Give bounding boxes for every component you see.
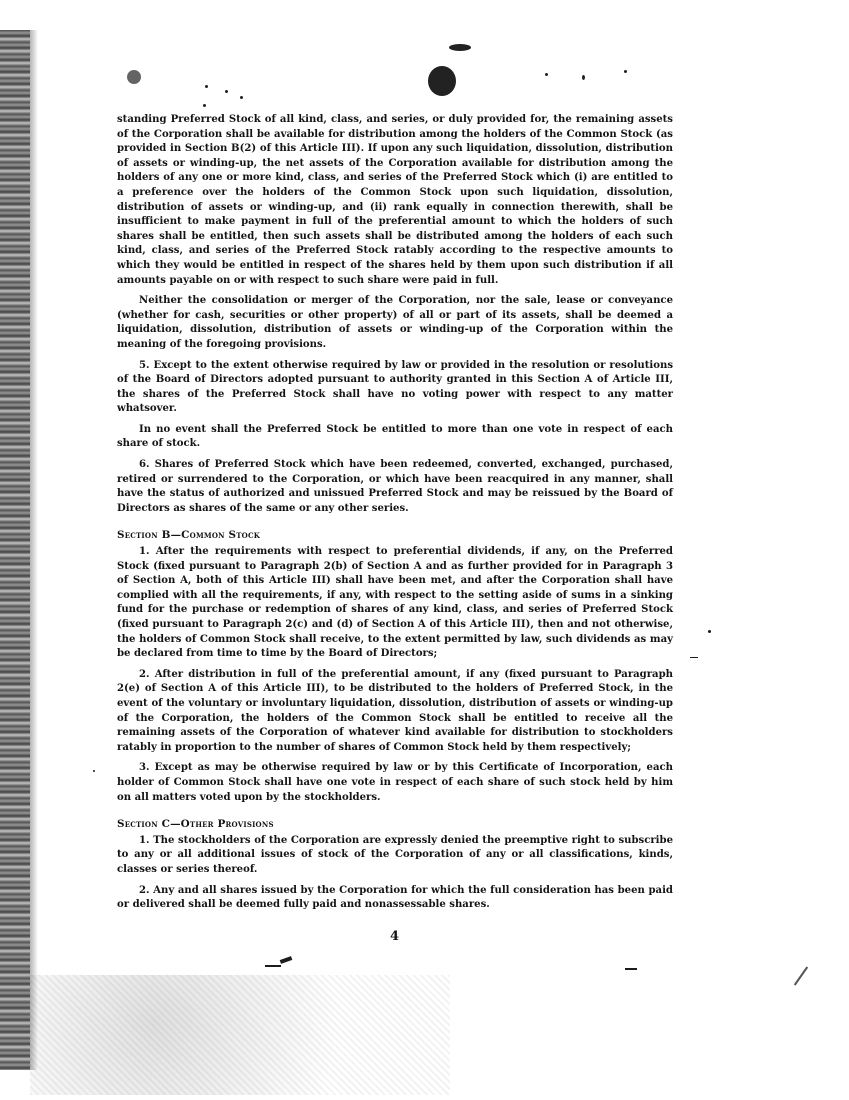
scan-speck xyxy=(624,70,627,73)
margin-mark xyxy=(93,770,95,772)
scan-noise xyxy=(30,975,450,1095)
scan-speck xyxy=(205,85,208,88)
document-body xyxy=(117,113,673,919)
section-b-paragraph-1: 1. After the requirements with respect to preferential dividends, if any, on the Preferred Stock (fixed pursuant to Paragraph 2(b) of Section A and as further provided for in Paragraph 3 of Section A, both of this Article III) shall have been met, and after the Corporation shall have complied with all the requirements, if any, with respect to the setting aside of sums in a sinking fund for the purchase or redemption of shares of any kind, class, and series of Preferred Stock (fixed pursuant to Paragraph 2(c) and (d) of Section A of this Article III), then and not otherwise, the holders of Common Stock shall receive, to the extent permitted by law, such dividends as may be declared from time to time by the Board of Directors; xyxy=(117,546,673,660)
margin-mark xyxy=(690,657,698,658)
paragraph-reacquired-shares: 6. Shares of Preferred Stock which have been redeemed, converted, exchanged, purchased, retired or surrendered to the Corporation, or which have been reacquired in any manner, shall have the status of authorized and unissued Preferred Stock and may be reissued by the Board of Directors as shares of the same or any other series. xyxy=(117,459,673,514)
section-b-paragraph-3: 3. Except as may be otherwise required by law or by this Certificate of Incorporation, each holder of Common Stock shall have one vote in respect of each share of such stock held by him on all matters voted upon by the stockholders. xyxy=(117,762,673,803)
section-c-heading: Section C—Other Provisions xyxy=(117,818,274,831)
paragraph-voting-power: 5. Except to the extent otherwise required by law or provided in the resolution or resolutions of the Board of Directors adopted pursuant to authority granted in this Section A of Article III, the shares of the Preferred Stock shall have no voting power with respect to any matter whatsover. xyxy=(117,359,673,415)
page-curl-mark xyxy=(794,966,808,985)
scan-speck xyxy=(545,73,548,76)
scan-speck xyxy=(203,104,206,107)
scan-speck xyxy=(240,96,243,99)
page-number: 4 xyxy=(390,929,400,944)
section-b-heading: Section B—Common Stock xyxy=(117,529,261,542)
section-c-paragraph-1: 1. The stockholders of the Corporation are expressly denied the preemptive right to subscribe to any or all additional issues of stock of the Corporation of any or all classifications, kinds, classes or series thereof. xyxy=(117,834,673,875)
scan-speck xyxy=(127,70,141,84)
scan-speck xyxy=(225,90,228,93)
scan-speck xyxy=(428,66,456,96)
scanned-binding-edge xyxy=(0,30,30,1070)
scan-speck xyxy=(582,75,585,80)
margin-mark xyxy=(708,630,711,633)
paragraph-liquidation: standing Preferred Stock of all kind, class, and series, or duly provided for, the remaining assets of the Corporation shall be available for distribution among the holders of the Common Stock (as provided in Section B(2) of this Article III). If upon any such liquidation, dissolution, distribution of assets or winding-up, the net assets of the Corporation available for distribution among the holders of any one or more kind, class, and series of the Preferred Stock which (i) are entitled to a preference over the holders of the Common Stock upon such liquidation, dissolution, distribution of assets or winding-up, and (ii) rank equally in connection therewith, shall be insufficient to make payment in full of the preferential amount to which the holders of such shares shall be entitled, then such assets shall be distributed among the holders of each such kind, class, and series of the Preferred Stock ratably according to the respective amounts to which they would be entitled in respect of the shares held by them upon such distribution if all amounts payable on or with respect to such share were paid in full. xyxy=(117,114,673,286)
binding-shadow xyxy=(30,30,38,1070)
scan-speck xyxy=(449,44,471,51)
margin-mark xyxy=(265,965,281,967)
paragraph-one-vote: In no event shall the Preferred Stock be entitled to more than one vote in respect of each share of stock. xyxy=(117,423,673,450)
paragraph-consolidation: Neither the consolidation or merger of the Corporation, nor the sale, lease or conveyance (whether for cash, securities or other property) of all or part of its assets, shall be deemed a liquidation, dissolution, distribution of assets or winding-up of the Corporation within the meaning of the foregoing provisions. xyxy=(117,295,673,350)
margin-mark xyxy=(280,956,293,964)
margin-mark xyxy=(625,968,637,970)
section-c-paragraph-2: 2. Any and all shares issued by the Corporation for which the full consideration has been paid or delivered shall be deemed fully paid and nonassessable shares. xyxy=(117,884,673,911)
section-b-paragraph-2: 2. After distribution in full of the preferential amount, if any (fixed pursuant to Paragraph 2(e) of Section A of this Article III), to be distributed to the holders of Preferred Stock, in the event of the voluntary or involuntary liquidation, dissolution, distribution of assets or winding-up of the Corporation, the holders of the Common Stock shall be entitled to receive all the remaining assets of the Corporation of whatever kind available for distribution to stockholders ratably in proportion to the number of shares of Common Stock held by them respectively; xyxy=(117,668,673,753)
